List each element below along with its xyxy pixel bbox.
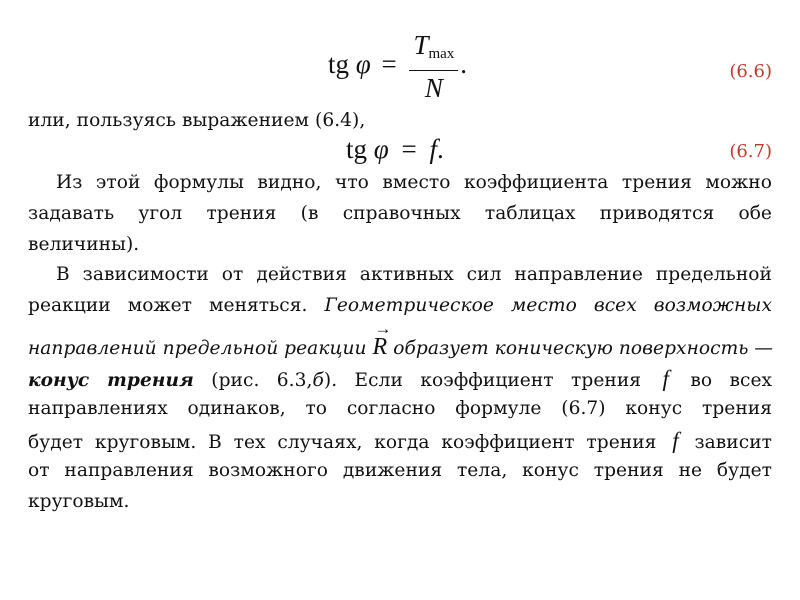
var-T: T (413, 30, 429, 60)
paragraph-2-line-6 (28, 428, 772, 454)
vector-R (372, 319, 392, 361)
italic-definition-span: образует коническую поверхность — (393, 338, 774, 359)
paragraph-2-line-8: круговым. (28, 491, 130, 512)
text-span: (рис. 6.3, (211, 370, 313, 391)
paragraph-2-line-4 (28, 366, 772, 392)
paragraph-2-line-3 (28, 319, 774, 361)
text-span: зависит (694, 432, 772, 453)
paragraph-2-line-2 (28, 295, 772, 316)
text-span: будет круговым. В тех случаях, когда коэффициент трения (28, 432, 657, 453)
phi-symbol: φ (355, 49, 371, 80)
fraction-denominator: N (424, 73, 443, 103)
equation-number-6-6: (6.6) (729, 61, 772, 82)
bold-term: конус трения (28, 370, 194, 391)
fraction-numerator (409, 30, 458, 71)
paragraph-1-line-3: величины). (28, 234, 140, 255)
intro-line: или, пользуясь выражением (6.4), (28, 110, 366, 131)
vector-arrow-icon: → (374, 319, 392, 338)
vector-letter: R (372, 334, 388, 360)
equation-6-7 (346, 134, 444, 165)
italic-definition-span: направлений предельной реакции (28, 338, 367, 359)
document-page (28, 0, 772, 600)
fraction (409, 30, 458, 104)
text-span: ). Если коэффициент трения (323, 370, 642, 391)
tg-function: tg (346, 134, 368, 164)
italic-letter: б (312, 370, 324, 391)
paragraph-1-line-2: задавать угол трения (в справочных таблицах приводятся обе (28, 203, 772, 224)
tg-function: tg (328, 49, 350, 80)
var-f: f (662, 366, 669, 391)
var-f: f (429, 134, 437, 164)
equation-period: . (460, 49, 468, 80)
phi-symbol: φ (373, 134, 389, 164)
italic-definition-span: Геометрическое место всех возможных (324, 295, 772, 316)
text-span: реакции может меняться. (28, 295, 308, 316)
equals-sign: = (381, 49, 397, 80)
paragraph-2-line-1: В зависимости от действия активных сил направление предельной (56, 264, 772, 285)
equation-period: . (436, 134, 444, 164)
equation-number-6-7: (6.7) (729, 141, 772, 162)
text-span: во всех (690, 370, 773, 391)
equals-sign: = (401, 134, 417, 164)
paragraph-1-line-1: Из этой формулы видно, что вместо коэффициента трения можно (56, 172, 772, 193)
var-f: f (672, 428, 679, 453)
subscript-max: max (428, 46, 455, 62)
paragraph-2-line-7: от направления возможного движения тела, конус трения не будет (28, 460, 772, 481)
equation-6-6 (328, 30, 467, 104)
paragraph-2-line-5: направлениях одинаков, то согласно формуле (6.7) конус трения (28, 398, 772, 419)
